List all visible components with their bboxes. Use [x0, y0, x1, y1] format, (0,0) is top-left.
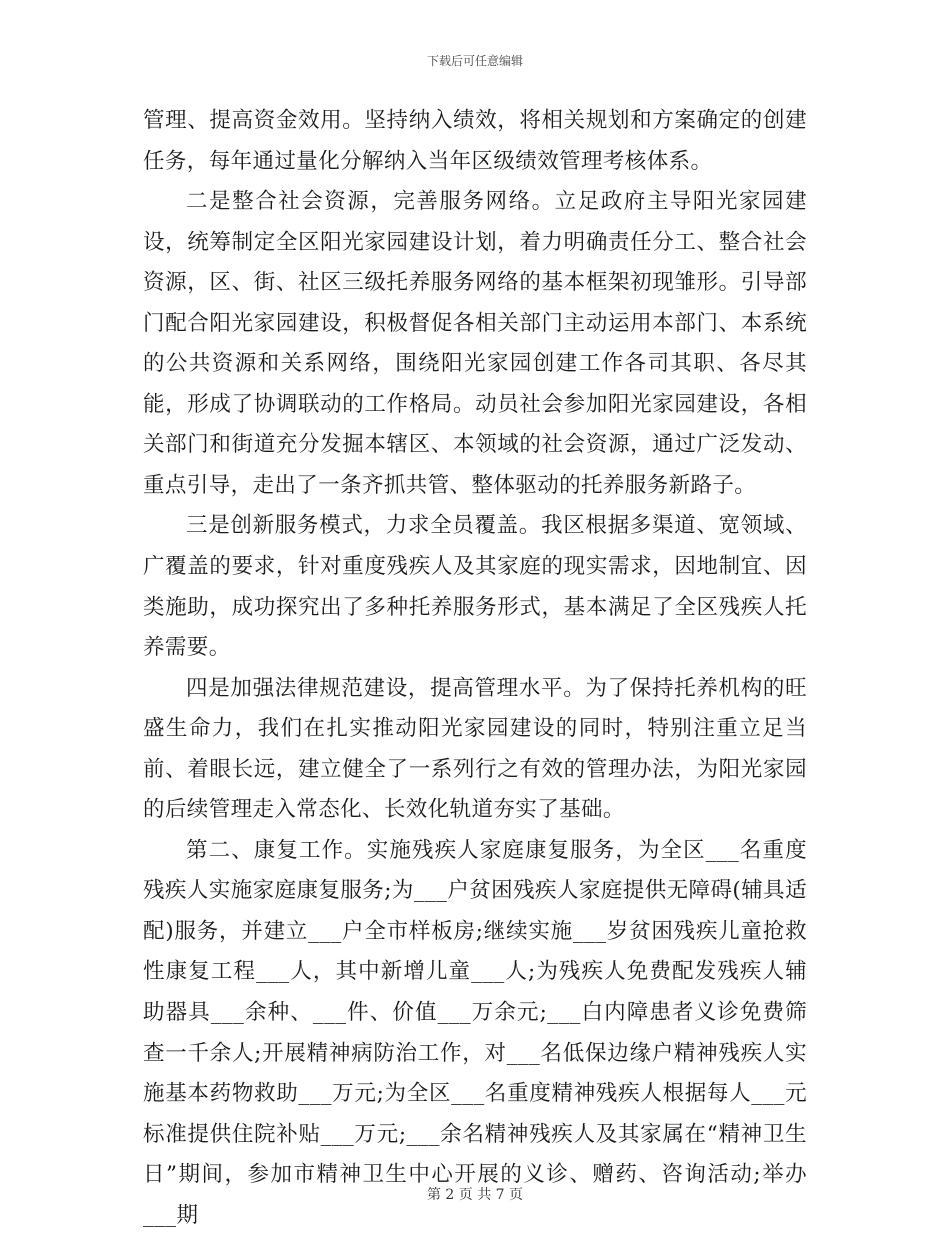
- page-number-footer: 第 2 页 共 7 页: [426, 1187, 524, 1203]
- paragraph-5: 第二、康复工作。实施残疾人家庭康复服务，为全区___名重度残疾人实施家庭康复服务;为___户贫困残疾人家庭提供无障碍(辅具适配)服务，并建立___户全市样板房;继续实施___岁贫困残疾儿童抢救性康复工程___人，其中新增儿童___人;为残疾人免费配发残疾人辅助器具___余种、___件、价值___万余元;___白内障患者义诊免费筛查一千余人;开展精神病防治工作，对___名低保边缘户精神残疾人实施基本药物救助___万元;为全区___名重度精神残疾人根据每人___元标准提供住院补贴___万元;___余名精神残疾人及其家属在“精神卫生日”期间，参加市精神卫生中心开展的义诊、赠药、咨询活动;举办___期: [143, 837, 807, 1228]
- document-body: [143, 101, 807, 1236]
- paragraph-4: 四是加强法律规范建设，提高管理水平。为了保持托养机构的旺盛生命力，我们在扎实推动阳光家园建设的同时，特别注重立足当前、着眼长远，建立健全了一系列行之有效的管理办法，为阳光家园的后续管理走入常态化、长效化轨道夯实了基础。: [143, 675, 807, 823]
- page-header-note: 下载后可任意编辑: [426, 54, 523, 68]
- paragraph-1: 管理、提高资金效用。坚持纳入绩效，将相关规划和方案确定的创建任务，每年通过量化分解纳入当年区级绩效管理考核体系。: [143, 108, 807, 174]
- paragraph-2: 二是整合社会资源，完善服务网络。立足政府主导阳光家园建设，统筹制定全区阳光家园建设计划，着力明确责任分工、整合社会资源，区、街、社区三级托养服务网络的基本框架初现雏形。引导部门配合阳光家园建设，积极督促各相关部门主动运用本部门、本系统的公共资源和关系网络，围绕阳光家园创建工作各司其职、各尽其能，形成了协调联动的工作格局。动员社会参加阳光家园建设，各相关部门和街道充分发掘本辖区、本领域的社会资源，通过广泛发动、重点引导，走出了一条齐抓共管、整体驱动的托养服务新路子。: [143, 189, 807, 498]
- paragraph-3: 三是创新服务模式，力求全员覆盖。我区根据多渠道、宽领域、广覆盖的要求，针对重度残疾人及其家庭的现实需求，因地制宜、因类施助，成功探究出了多种托养服务形式，基本满足了全区残疾人托养需要。: [143, 513, 807, 661]
